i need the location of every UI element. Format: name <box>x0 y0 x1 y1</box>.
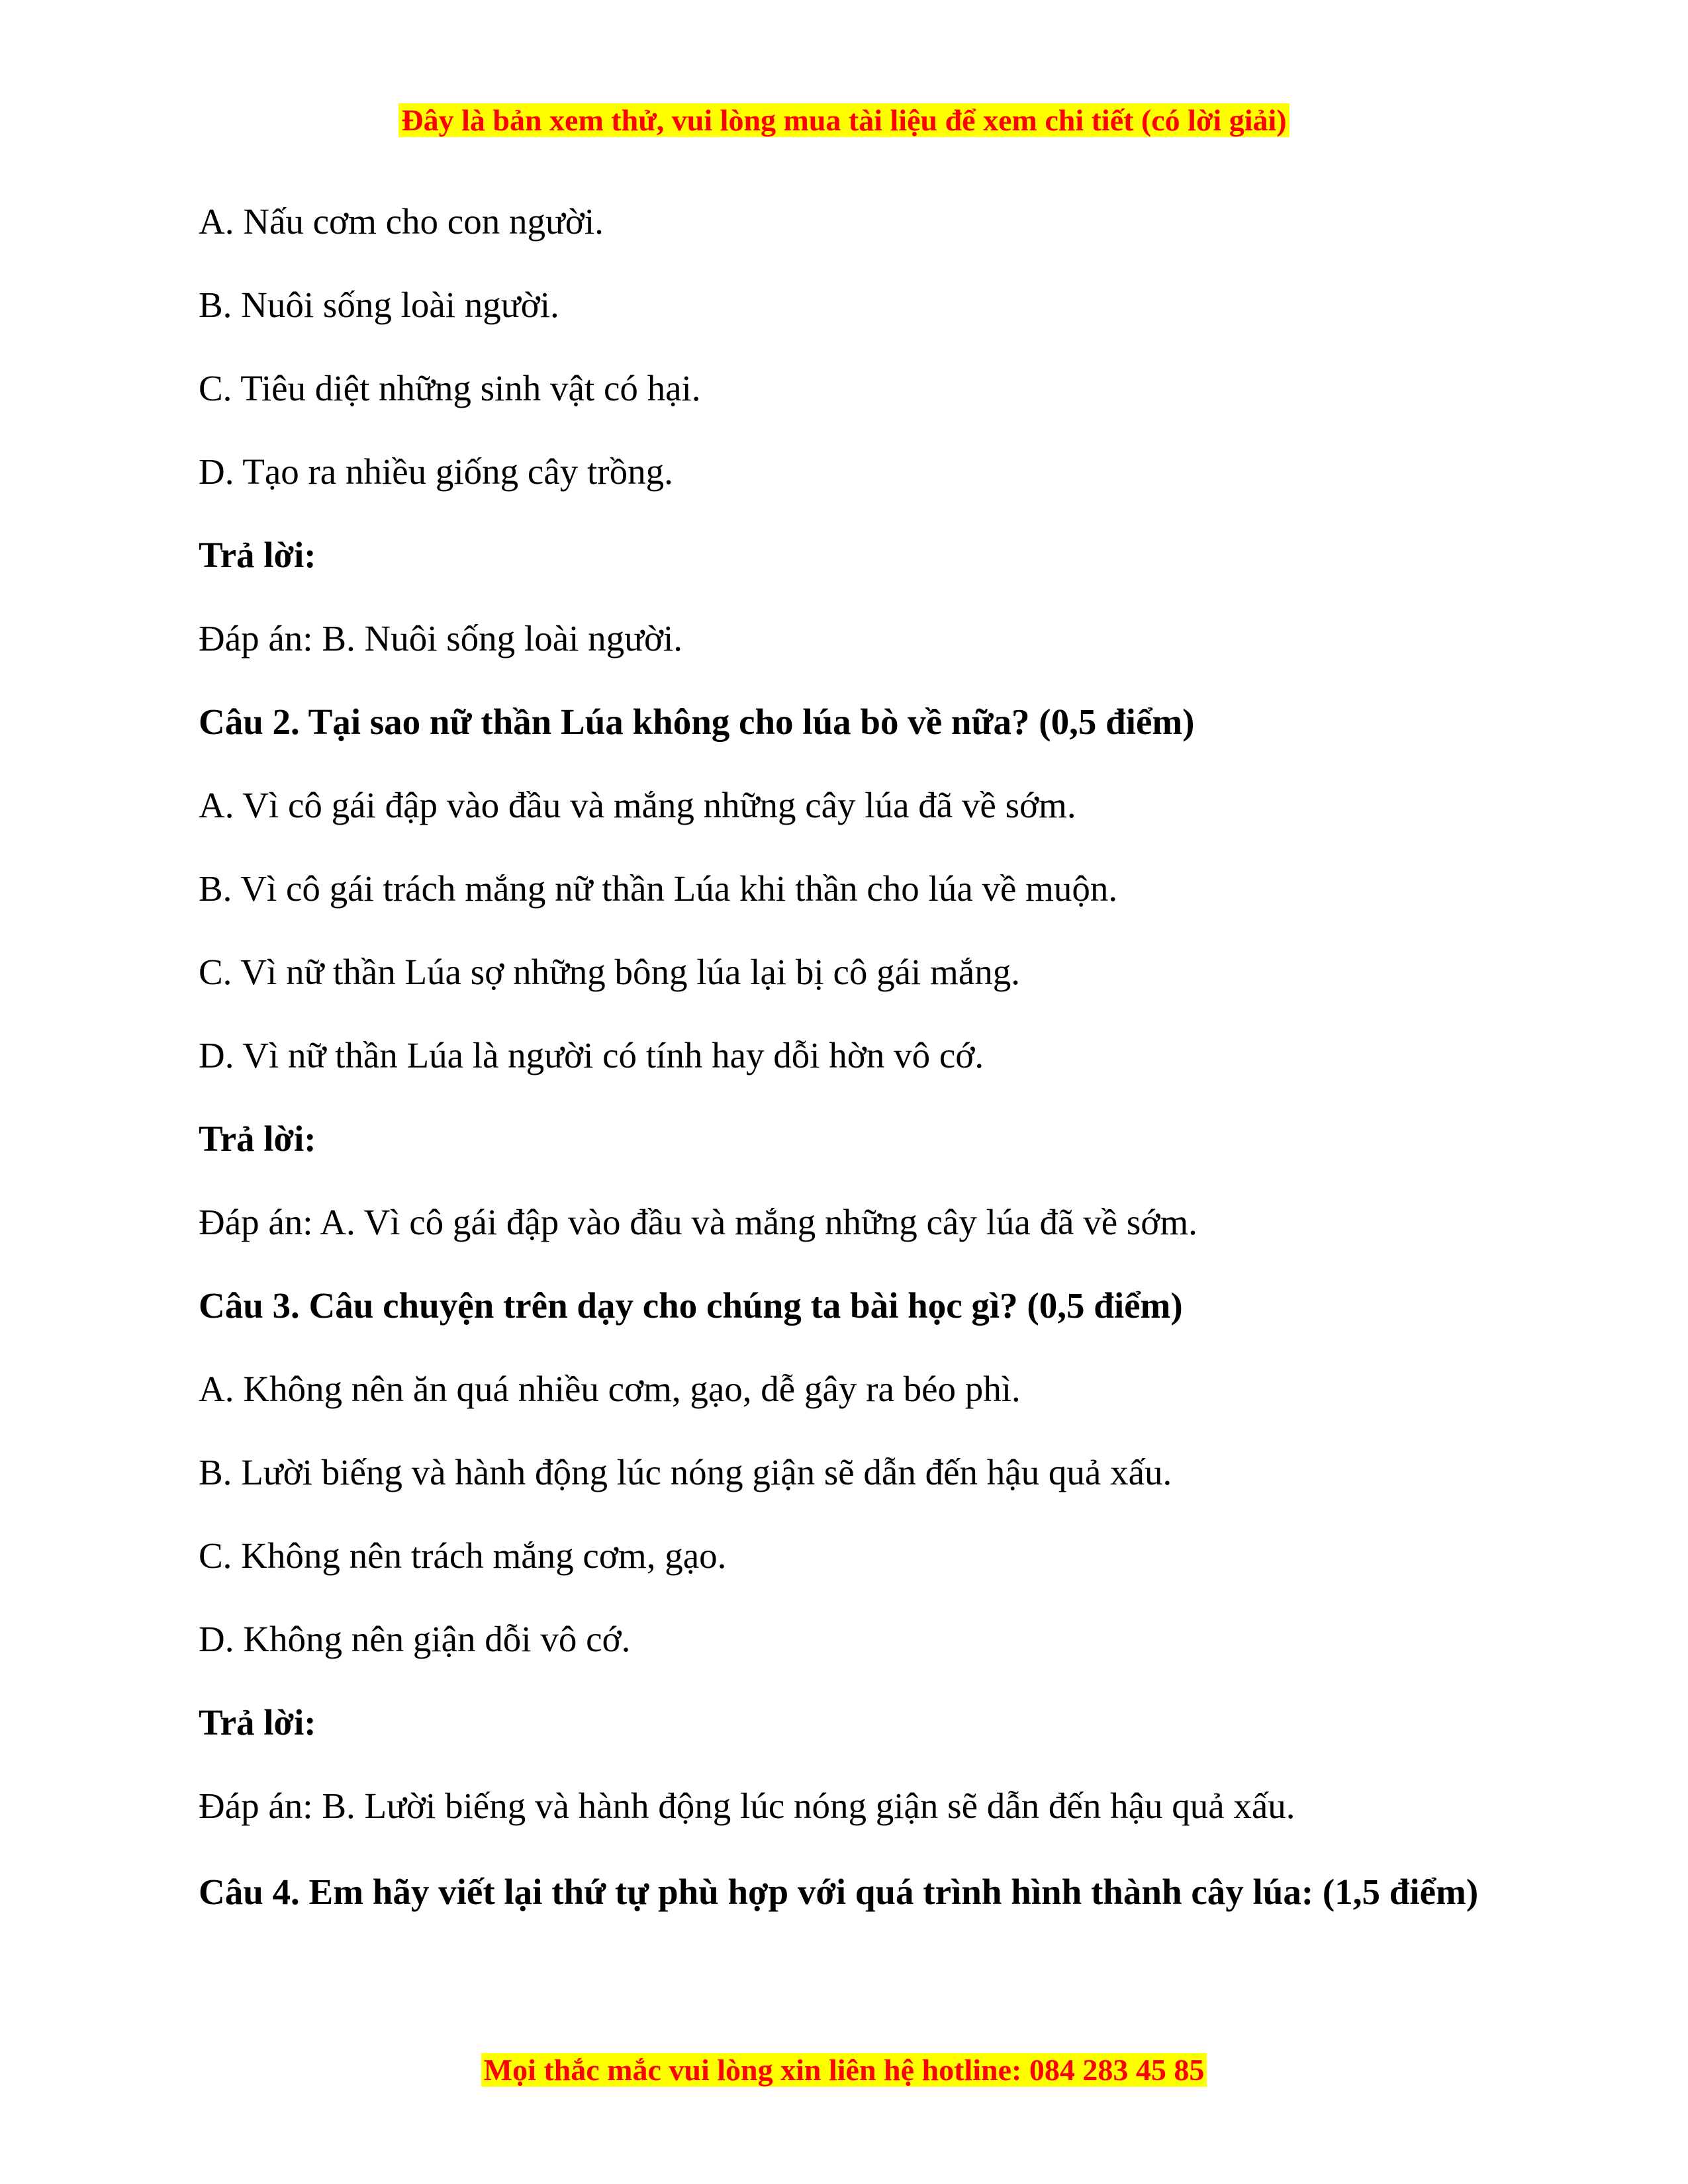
q2-option-c: C. Vì nữ thần Lúa sợ những bông lúa lại bị cô gái mắng. <box>199 952 1020 992</box>
q3-option-b: B. Lười biếng và hành động lúc nóng giận sẽ dẫn đến hậu quả xấu. <box>199 1452 1172 1492</box>
q2-answer: Đáp án: A. Vì cô gái đập vào đầu và mắng những cây lúa đã về sớm. <box>199 1202 1197 1242</box>
q1-option-a: A. Nấu cơm cho con người. <box>199 201 604 242</box>
q2-option-b: B. Vì cô gái trách mắng nữ thần Lúa khi thần cho lúa về muộn. <box>199 868 1118 909</box>
hotline-text: Mọi thắc mắc vui lòng xin liên hệ hotline: 084 283 45 85 <box>481 2053 1207 2087</box>
document-body <box>199 194 1489 1927</box>
q4-question: Câu 4. Em hãy viết lại thứ tự phù hợp với quá trình hình thành cây lúa: (1,5 điểm) <box>199 1872 1479 1912</box>
q1-option-d: D. Tạo ra nhiều giống cây trồng. <box>199 451 673 492</box>
q1-answer: Đáp án: B. Nuôi sống loài người. <box>199 618 683 659</box>
q3-option-a: A. Không nên ăn quá nhiều cơm, gạo, dễ gây ra béo phì. <box>199 1369 1021 1409</box>
q3-question: Câu 3. Câu chuyện trên dạy cho chúng ta bài học gì? (0,5 điểm) <box>199 1285 1183 1326</box>
q3-answer: Đáp án: B. Lười biếng và hành động lúc nóng giận sẽ dẫn đến hậu quả xấu. <box>199 1786 1295 1826</box>
preview-notice-text: Đây là bản xem thử, vui lòng mua tài liệu để xem chi tiết (có lời giải) <box>399 103 1289 137</box>
hotline-banner <box>0 2050 1688 2090</box>
q2-option-a: A. Vì cô gái đập vào đầu và mắng những cây lúa đã về sớm. <box>199 785 1076 825</box>
q2-option-d: D. Vì nữ thần Lúa là người có tính hay dỗi hờn vô cớ. <box>199 1035 984 1075</box>
q1-answer-label: Trả lời: <box>199 535 316 575</box>
q2-answer-label: Trả lời: <box>199 1118 316 1159</box>
preview-notice-banner <box>0 101 1688 140</box>
q3-answer-label: Trả lời: <box>199 1702 316 1743</box>
q3-option-c: C. Không nên trách mắng cơm, gạo. <box>199 1535 727 1576</box>
q1-option-b: B. Nuôi sống loài người. <box>199 285 559 325</box>
q3-option-d: D. Không nên giận dỗi vô cớ. <box>199 1619 631 1659</box>
q2-question: Câu 2. Tại sao nữ thần Lúa không cho lúa bò về nữa? (0,5 điểm) <box>199 702 1195 742</box>
q1-option-c: C. Tiêu diệt những sinh vật có hại. <box>199 368 701 408</box>
